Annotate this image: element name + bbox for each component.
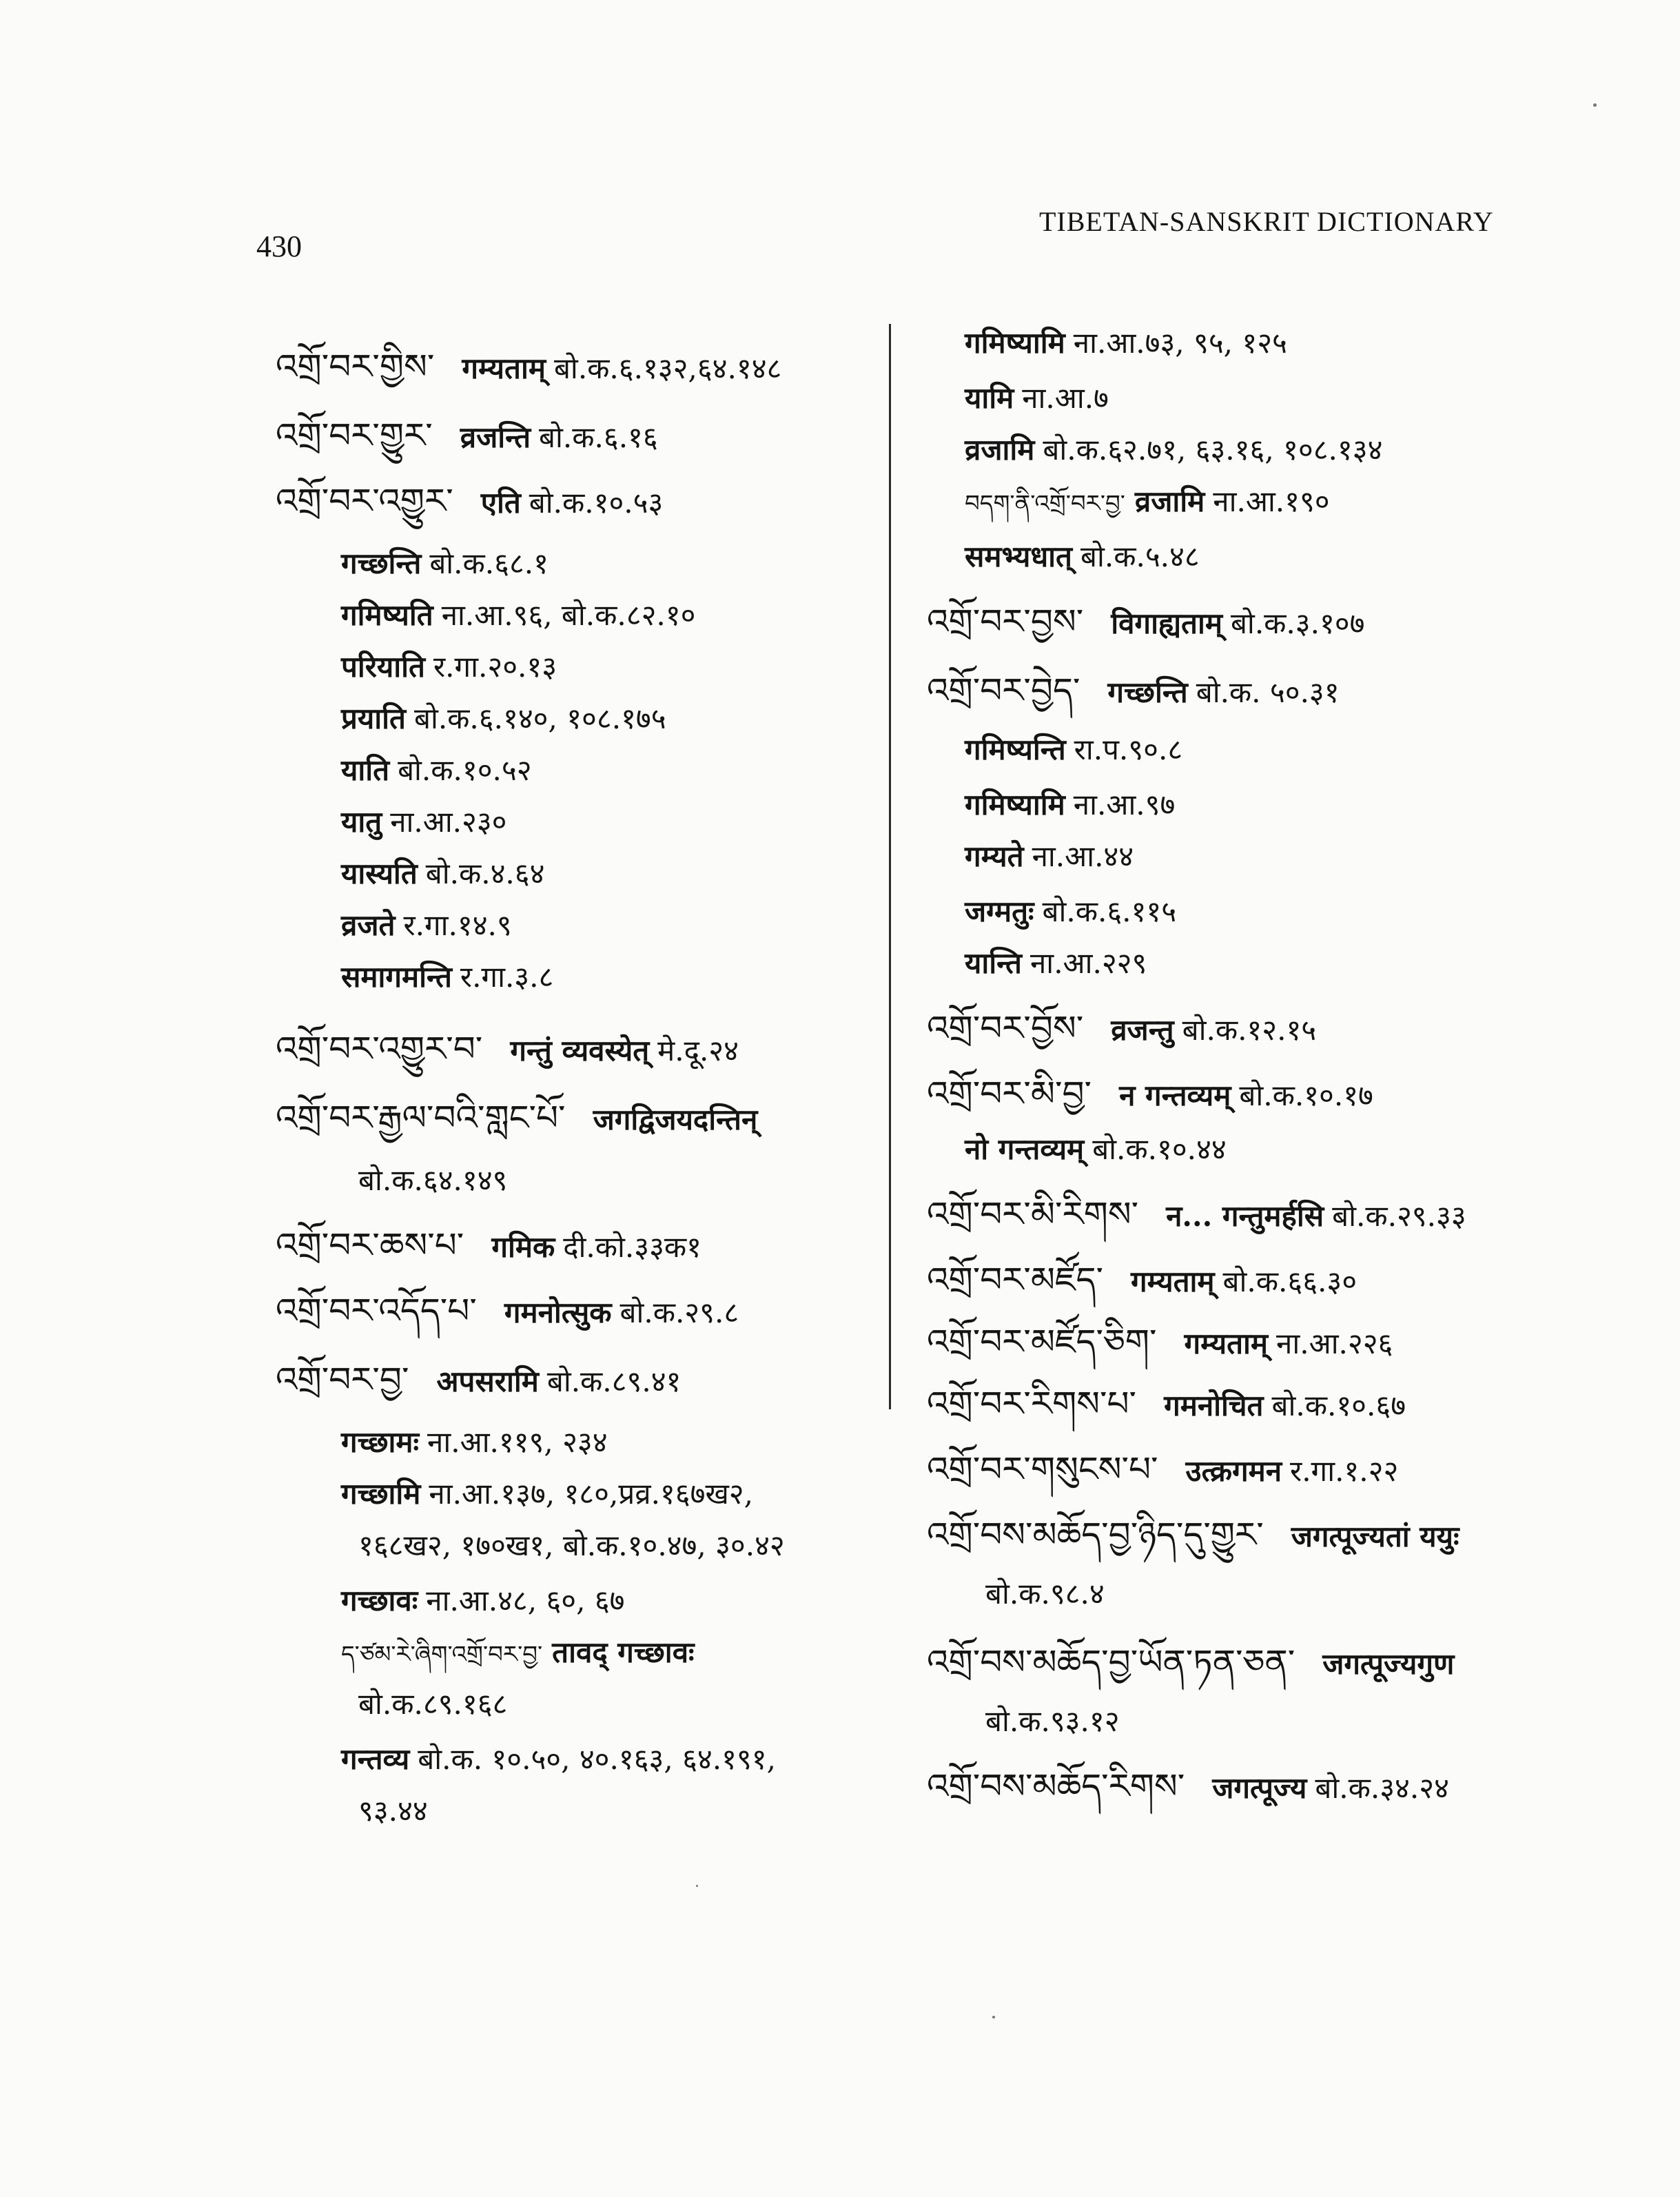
sanskrit-equivalent: गन्तव्य: [341, 1742, 410, 1776]
sanskrit-equivalent: गमिष्यन्ति: [965, 733, 1066, 766]
tibetan-headword: འགྲོ་བར་བྱས་: [927, 602, 1084, 642]
sanskrit-equivalent: नो गन्तव्यम्: [965, 1132, 1085, 1166]
sanskrit-equivalent: व्रजते: [341, 908, 396, 942]
source-reference: ९३.४४: [358, 1794, 428, 1828]
dictionary-entry: [358, 1795, 428, 1827]
dictionary-entry: [341, 858, 544, 890]
sanskrit-equivalent: गम्यताम्: [1130, 1265, 1215, 1298]
sanskrit-equivalent: यास्यति: [341, 857, 418, 890]
dictionary-entry: [341, 910, 512, 941]
dictionary-entry: [341, 600, 695, 631]
sanskrit-equivalent: न... गन्तुमर्हसि: [1166, 1199, 1324, 1233]
tibetan-headword: འགྲོ་བར་འགྱུར་བ་: [276, 1029, 483, 1069]
sanskrit-equivalent: न गन्तव्यम्: [1119, 1079, 1231, 1112]
tibetan-headword: འགྲོ་བར་ཆས་པ་: [276, 1225, 464, 1265]
sanskrit-equivalent: गच्छामि: [341, 1477, 421, 1511]
tibetan-headword: འགྲོ་བར་མི་རིགས་: [927, 1194, 1139, 1234]
sanskrit-equivalent: व्रजन्तु: [1111, 1013, 1174, 1047]
sanskrit-equivalent: जग्मतुः: [965, 895, 1034, 928]
source-reference: बो.क.१०.१७: [1239, 1079, 1373, 1112]
source-reference: ना.आ.२२९: [1030, 946, 1147, 980]
dictionary-entry: [341, 1585, 625, 1617]
tibetan-headword: འགྲོ་བར་མི་བྱ་: [927, 1074, 1092, 1114]
dictionary-entry: [927, 672, 1340, 710]
source-reference: ना.आ.९७: [1073, 788, 1176, 821]
tibetan-headword: འགྲོ་བར་གྱིས་: [276, 347, 435, 387]
dictionary-entry: [965, 841, 1134, 872]
tibetan-headword: འགྲོ་བར་འདོད་པ་: [276, 1291, 477, 1331]
source-reference: ना.आ.१३७, १८०,प्रव्र.१६७ख२,: [429, 1477, 753, 1511]
dictionary-entry: [965, 1134, 1227, 1165]
sanskrit-equivalent: गमिष्यति: [341, 598, 433, 632]
sanskrit-equivalent: अपसरामि: [436, 1365, 539, 1398]
tibetan-headword: འགྲོ་བར་བྱོས་: [927, 1008, 1084, 1048]
sanskrit-equivalent: यातु: [341, 805, 382, 839]
dictionary-entry: [341, 1637, 703, 1668]
tibetan-headword: འགྲོ་བར་རིགས་པ་: [927, 1384, 1137, 1424]
dictionary-entry: [276, 1292, 739, 1330]
tibetan-headword: འགྲོ་བར་གྱུར་: [276, 416, 433, 456]
tibetan-headword: འགྲོ་བར་རྒྱལ་བའི་གླང་པོ་: [276, 1098, 566, 1138]
source-reference: बो.क.८९.१६८: [358, 1687, 508, 1721]
source-reference: बो.क.२९.३३: [1332, 1199, 1466, 1233]
dictionary-entry: [927, 1516, 1467, 1554]
dictionary-entry: [341, 1744, 776, 1775]
source-reference: र.गा.१४.९: [403, 908, 512, 942]
source-reference: ना.आ.४४: [1032, 839, 1134, 873]
dictionary-entry: [276, 348, 781, 386]
tibetan-headword: འགྲོ་བས་མཆོད་རིགས་: [927, 1766, 1185, 1806]
tibetan-headword: འགྲོ་བས་མཆོད་བྱ་ཉིད་དུ་གྱུར་: [927, 1515, 1264, 1555]
source-reference: ना.आ.४८, ६०, ६७: [426, 1584, 625, 1617]
sanskrit-equivalent: जगत्पूज्यगुण: [1322, 1647, 1455, 1681]
sanskrit-equivalent: व्रजामि: [1134, 484, 1205, 518]
source-reference: बो.क.१०.५३: [529, 486, 664, 520]
sanskrit-equivalent: गच्छामः: [341, 1425, 420, 1459]
tibetan-phrase: ད་ཙམ་རེ་ཞིག་འགྲོ་བར་བྱ་: [341, 1641, 543, 1668]
source-reference: दी.को.३३क१: [563, 1230, 702, 1264]
tibetan-headword: འགྲོ་བས་མཆོད་བྱ་ཡོན་ཏན་ཅན་: [927, 1642, 1295, 1682]
dictionary-entry: [927, 1451, 1398, 1489]
sanskrit-equivalent: याति: [341, 753, 390, 787]
dictionary-entry: [276, 417, 658, 455]
sanskrit-equivalent: गच्छन्ति: [1107, 675, 1188, 709]
source-reference: बो.क.१०.६७: [1271, 1389, 1406, 1422]
source-reference: बो.क.६.११५: [1042, 895, 1177, 928]
sanskrit-equivalent: गम्यताम्: [462, 351, 546, 385]
dictionary-entry: [341, 703, 666, 735]
source-reference: मे.दू.२४: [657, 1034, 739, 1067]
dictionary-entry: [927, 603, 1364, 641]
sanskrit-equivalent: गमनोत्सुक: [504, 1296, 612, 1329]
sanskrit-equivalent: गच्छन्ति: [341, 546, 422, 580]
source-reference: बो.क.६.१६: [539, 420, 658, 454]
dictionary-entry: [965, 948, 1147, 979]
sanskrit-equivalent: यान्ति: [965, 946, 1022, 980]
source-reference: १६८ख२, १७०ख१, बो.क.१०.४७, ३०.४२: [358, 1529, 785, 1562]
source-reference: ना.आ.७३, ९५, १२५: [1073, 326, 1287, 360]
dictionary-entry: [927, 1261, 1357, 1299]
dictionary-entry: [341, 548, 549, 580]
source-reference: बो.क.६६.३०: [1222, 1265, 1358, 1298]
dictionary-entry: [965, 486, 1330, 518]
dictionary-entry: [358, 1688, 507, 1720]
tibetan-headword: འགྲོ་བར་བྱ་: [276, 1360, 409, 1400]
dictionary-entry: [927, 1196, 1466, 1234]
source-reference: बो.क.१२.१५: [1182, 1013, 1317, 1047]
dictionary-entry: [358, 1530, 785, 1562]
dictionary-entry: [341, 1478, 753, 1510]
sanskrit-equivalent: उत्क्रगमन: [1185, 1454, 1282, 1488]
source-reference: बो.क.६८.१: [429, 546, 549, 580]
source-reference: बो.क.५.४८: [1080, 540, 1200, 573]
scan-speck: [1593, 103, 1597, 107]
dictionary-entry: [927, 1075, 1373, 1113]
sanskrit-equivalent: तावद् गच्छावः: [552, 1635, 695, 1669]
source-reference: र.गा.१.२२: [1290, 1454, 1399, 1488]
sanskrit-equivalent: गम्यते: [965, 839, 1024, 873]
source-reference: र.गा.३.८: [460, 960, 554, 994]
sanskrit-equivalent: एति: [480, 486, 521, 520]
dictionary-entry: [927, 1768, 1449, 1806]
dictionary-entry: [965, 789, 1175, 821]
scan-speck: [992, 2016, 995, 2019]
source-reference: ना.आ.२२६: [1276, 1327, 1393, 1360]
sanskrit-equivalent: गम्यताम्: [1184, 1327, 1269, 1360]
tibetan-headword: འགྲོ་བར་བྱེད་: [927, 671, 1080, 711]
sanskrit-equivalent: गमनोचित: [1164, 1389, 1264, 1422]
source-reference: बो.क.६.१४०, १०८.१७५: [413, 702, 666, 735]
dictionary-entry: [965, 896, 1176, 928]
sanskrit-equivalent: व्रजन्ति: [460, 420, 531, 454]
dictionary-entry: [276, 482, 663, 520]
source-reference: बो.क.८९.४१: [546, 1365, 682, 1398]
source-reference: बो.क.९८.४: [985, 1577, 1105, 1611]
sanskrit-equivalent: जगत्पूज्यतां ययुः: [1291, 1520, 1459, 1553]
page-number: 430: [256, 229, 302, 263]
sanskrit-equivalent: समभ्यधात्: [965, 540, 1072, 573]
dictionary-entry: [341, 806, 507, 838]
sanskrit-equivalent: गमिष्यामि: [965, 326, 1065, 360]
source-reference: बो.क.३.१०७: [1230, 606, 1365, 640]
source-reference: बो.क.६.१३२,६४.१४८: [553, 351, 782, 385]
sanskrit-equivalent: जगद्विजयदन्तिन्: [593, 1103, 758, 1136]
source-reference: बो.क.१०.४४: [1092, 1132, 1227, 1166]
dictionary-entry: [965, 327, 1287, 359]
dictionary-entry: [276, 1030, 739, 1068]
dictionary-entry: [276, 1227, 701, 1265]
dictionary-entry: [965, 382, 1109, 414]
dictionary-entry: [341, 961, 553, 993]
sanskrit-equivalent: गमिक: [491, 1230, 555, 1264]
source-reference: बो.क.१०.५२: [398, 753, 532, 787]
dictionary-entry: [965, 734, 1182, 766]
sanskrit-equivalent: परियाति: [341, 650, 425, 684]
scan-speck: [696, 1885, 698, 1887]
sanskrit-equivalent: यामि: [965, 381, 1014, 415]
source-reference: बो.क.२९.८: [619, 1296, 739, 1329]
source-reference: बो.क.३४.२४: [1315, 1771, 1449, 1805]
source-reference: र.गा.२०.१३: [433, 650, 557, 684]
source-reference: ना.आ.११९, २३४: [427, 1425, 608, 1459]
dictionary-entry: [965, 434, 1382, 466]
dictionary-entry: [927, 1010, 1316, 1048]
source-reference: रा.प.९०.८: [1074, 733, 1183, 766]
dictionary-entry: [927, 1385, 1406, 1423]
dictionary-entry: [358, 1165, 507, 1196]
dictionary-entry: [965, 541, 1200, 573]
dictionary-entry: [927, 1323, 1393, 1361]
column-divider: [889, 324, 891, 1409]
dictionary-entry: [276, 1361, 681, 1399]
dictionary-entry: [985, 1706, 1120, 1737]
dictionary-entry: [276, 1099, 766, 1137]
source-reference: ना.आ.७: [1022, 381, 1109, 415]
sanskrit-equivalent: गन्तुं व्यवस्येत्: [510, 1034, 650, 1067]
source-reference: ना.आ.९६, बो.क.८२.१०: [441, 598, 696, 632]
tibetan-headword: འགྲོ་བར་མཛོད་ཅིག་: [927, 1322, 1157, 1362]
dictionary-entry: [985, 1578, 1105, 1610]
sanskrit-equivalent: व्रजामि: [965, 433, 1035, 467]
dictionary-entry: [341, 1427, 608, 1458]
source-reference: बो.क.४.६४: [425, 857, 545, 890]
dictionary-entry: [341, 755, 532, 786]
source-reference: बो.क. ५०.३१: [1196, 675, 1340, 709]
running-head: TIBETAN-SANSKRIT DICTIONARY: [1039, 206, 1494, 237]
tibetan-headword: འགྲོ་བར་མཛོད་: [927, 1260, 1103, 1300]
dictionary-entry: [341, 651, 557, 683]
source-reference: बो.क. १०.५०, ४०.१६३, ६४.१९१,: [418, 1742, 776, 1776]
sanskrit-equivalent: जगत्पूज्य: [1212, 1771, 1307, 1805]
sanskrit-equivalent: गमिष्यामि: [965, 788, 1065, 821]
tibetan-headword: འགྲོ་བར་འགྱུར་: [276, 481, 453, 521]
sanskrit-equivalent: समागमन्ति: [341, 960, 452, 994]
source-reference: ना.आ.२३०: [390, 805, 507, 839]
source-reference: ना.आ.१९०: [1213, 484, 1330, 518]
source-reference: बो.क.६२.७१, ६३.१६, १०८.१३४: [1043, 433, 1383, 467]
tibetan-headword: འགྲོ་བར་གསུངས་པ་: [927, 1449, 1158, 1489]
sanskrit-equivalent: प्रयाति: [341, 702, 406, 735]
tibetan-phrase: བདག་ནི་འགྲོ་བར་བྱ་: [965, 490, 1125, 518]
source-reference: बो.क.९३.१२: [985, 1704, 1120, 1738]
dictionary-entry: [927, 1644, 1462, 1682]
sanskrit-equivalent: विगाह्यताम्: [1111, 606, 1222, 640]
sanskrit-equivalent: गच्छावः: [341, 1584, 418, 1617]
source-reference: बो.क.६४.१४९: [358, 1163, 508, 1197]
